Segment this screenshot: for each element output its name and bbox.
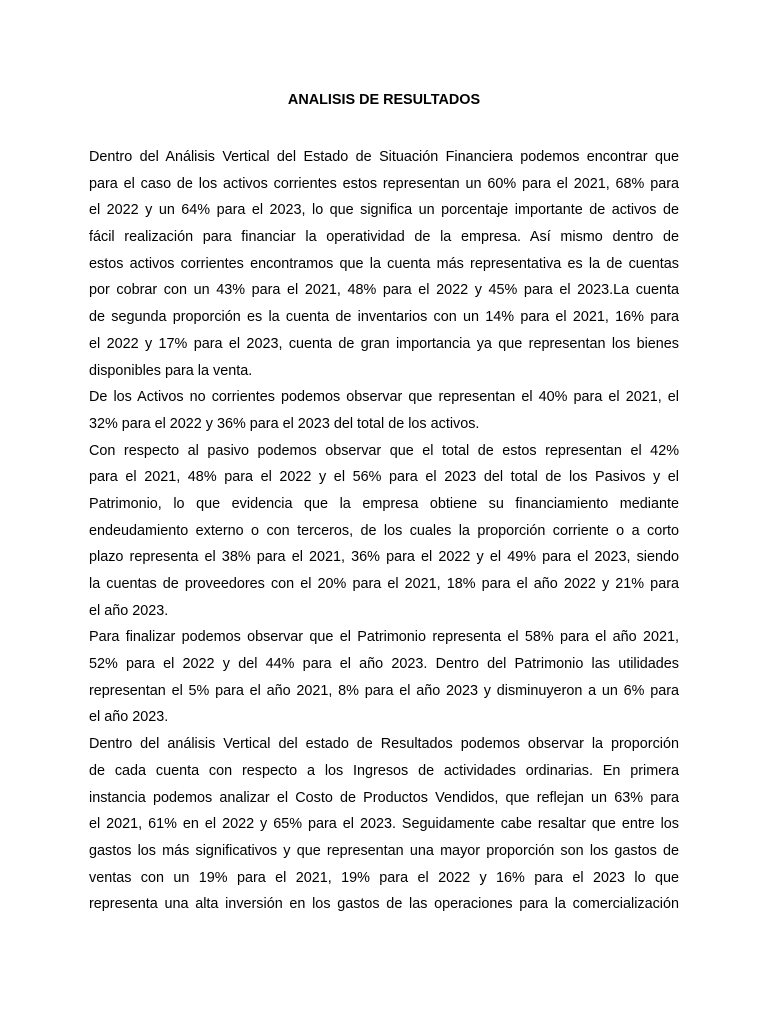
paragraph-line: para el 2021, 48% para el 2022 y el 56% para el 2023 del total de los Pasivos y el [89,469,679,486]
paragraph-line: instancia podemos analizar el Costo de Productos Vendidos, que reflejan un 63% para [89,789,679,806]
paragraph-line: fácil realización para financiar la operatividad de la empresa. Así mismo dentro de [89,229,679,246]
paragraph-line: ventas con un 19% para el 2021, 19% para el 2022 y 16% para el 2023 lo que [89,869,679,886]
paragraph-line: plazo representa el 38% para el 2021, 36% para el 2022 y el 49% para el 2023, siendo [89,549,679,566]
paragraph-line: por cobrar con un 43% para el 2021, 48% para el 2022 y 45% para el 2023.La cuenta [89,282,679,299]
paragraph-line: endeudamiento externo o con terceros, de los cuales la proporción corriente o a corto [89,522,679,539]
paragraph-line: el 2021, 61% en el 2022 y 65% para el 2023. Seguidamente cabe resaltar que entre los [89,816,679,833]
paragraph-line: para el caso de los activos corrientes estos representan un 60% para el 2021, 68% para [89,175,679,192]
paragraph-line: el 2022 y un 64% para el 2023, lo que significa un porcentaje importante de activos de [89,202,679,219]
paragraph-line: estos activos corrientes encontramos que la cuenta más representativa es la de cuentas [89,255,679,272]
paragraph-line: de segunda proporción es la cuenta de inventarios con un 14% para el 2021, 16% para [89,309,679,326]
paragraph-line: el año 2023. [89,602,169,619]
paragraph-line: Patrimonio, lo que evidencia que la empresa obtiene su financiamiento mediante [89,495,679,512]
paragraph-line: de cada cuenta con respecto a los Ingresos de actividades ordinarias. En primera [89,762,679,779]
paragraph-line: disponibles para la venta. [89,362,253,379]
paragraph-line: Dentro del análisis Vertical del estado de Resultados podemos observar la proporción [89,736,679,753]
paragraph-line: gastos los más significativos y que representan una mayor proporción son los gastos de [89,842,679,859]
paragraph-line: representan el 5% para el año 2021, 8% para el año 2023 y disminuyeron a un 6% para [89,682,679,699]
paragraph-line: Dentro del Análisis Vertical del Estado de Situación Financiera podemos encontrar que [89,149,679,165]
paragraph-line: Con respecto al pasivo podemos observar que el total de estos representan el 42% [89,442,679,459]
paragraph-line: 52% para el 2022 y del 44% para el año 2023. Dentro del Patrimonio las utilidades [89,656,679,673]
document-title: ANALISIS DE RESULTADOS [287,92,481,108]
document-body [89,144,679,918]
paragraph-line: la cuentas de proveedores con el 20% para el 2021, 18% para el año 2022 y 21% para [89,576,679,592]
paragraph-line: representa una alta inversión en los gastos de las operaciones para la comercialización [89,896,679,913]
paragraph-line: De los Activos no corrientes podemos observar que representan el 40% para el 2021, el [89,389,679,406]
paragraph-line: el año 2023. [89,709,169,726]
paragraph-line: Para finalizar podemos observar que el Patrimonio representa el 58% para el año 2021, [89,629,679,646]
paragraph-line: el 2022 y 17% para el 2023, cuenta de gran importancia ya que representan los bienes [89,335,679,352]
paragraph-line: 32% para el 2022 y 36% para el 2023 del total de los activos. [89,415,480,432]
